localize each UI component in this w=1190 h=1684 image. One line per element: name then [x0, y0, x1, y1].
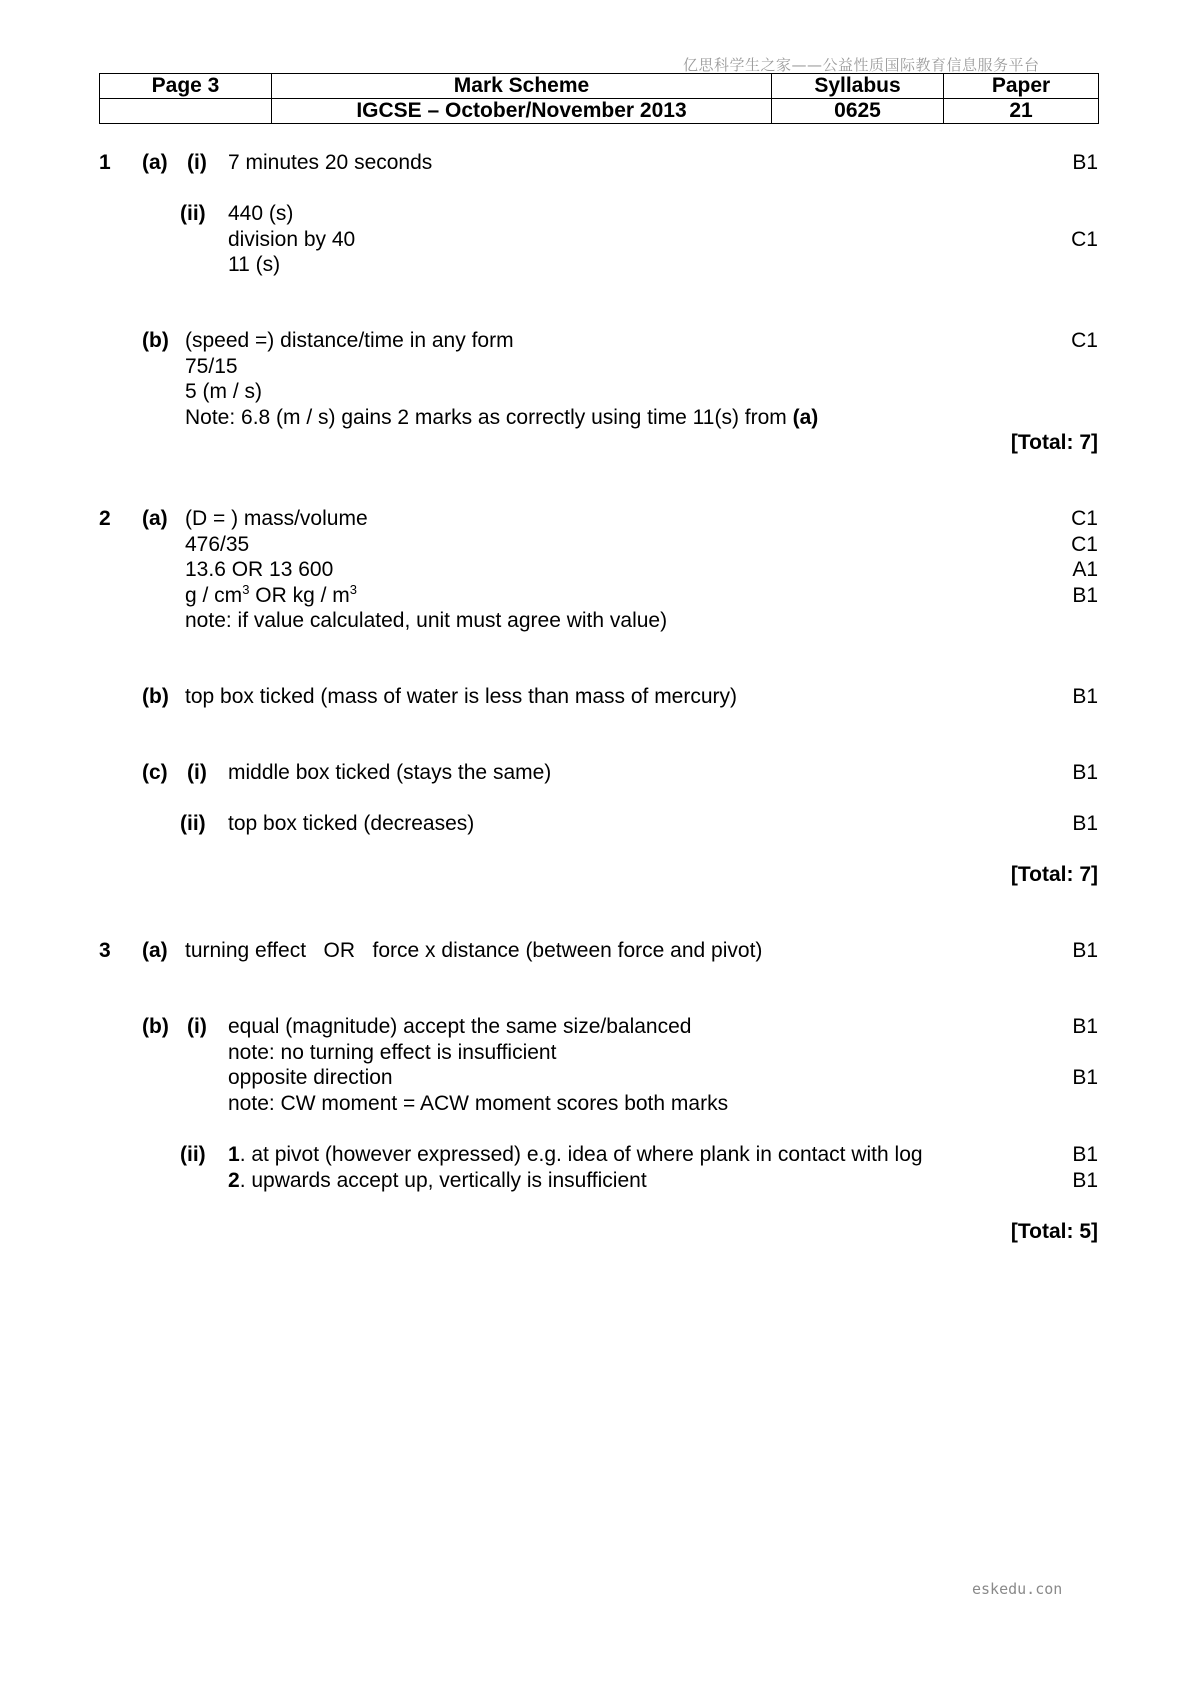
- q1-total: [Total: 7]: [1010, 431, 1098, 454]
- q1-a-i-label: (i): [187, 151, 207, 174]
- q1-number: 1: [99, 151, 111, 174]
- q2-a-mark2: C1: [1071, 533, 1098, 556]
- q2-a-note: note: if value calculated, unit must agree with value): [185, 609, 668, 632]
- q1-a-ii-line3: 11 (s): [228, 253, 281, 276]
- q3-b-i-line4: note: CW moment = ACW moment scores both marks: [228, 1092, 729, 1115]
- q2-c-i-answer: middle box ticked (stays the same): [228, 761, 552, 784]
- q3-b-i-line1: equal (magnitude) accept the same size/balanced: [228, 1015, 692, 1038]
- q1-b-note: Note: 6.8 (m / s) gains 2 marks as correctly using time 11(s) from (a): [185, 406, 819, 429]
- q1-b-label: (b): [142, 329, 169, 352]
- q2-a-mark1: C1: [1071, 507, 1098, 530]
- q1-b-mark: C1: [1071, 329, 1098, 352]
- q2-b-answer: top box ticked (mass of water is less than mass of mercury): [185, 685, 738, 708]
- q3-a-label: (a): [142, 939, 168, 962]
- q3-total: [Total: 5]: [1010, 1220, 1098, 1243]
- q2-b-mark: B1: [1072, 685, 1098, 708]
- header-page: Page 3: [100, 74, 272, 99]
- q3-b-ii-mark2: B1: [1072, 1169, 1098, 1192]
- watermark: 亿思科学生之家——公益性质国际教育信息服务平台: [683, 56, 1040, 74]
- q1-a-ii-label: (ii): [180, 202, 206, 225]
- q3-b-label: (b): [142, 1015, 169, 1038]
- q1-a-ii-line1: 440 (s): [228, 202, 294, 225]
- q3-b-i-mark1: B1: [1072, 1015, 1098, 1038]
- q3-b-i-line2: note: no turning effect is insufficient: [228, 1041, 557, 1064]
- footer-watermark: eskedu.con: [972, 1580, 1063, 1598]
- q2-c-i-label: (i): [187, 761, 207, 784]
- q3-b-ii-mark1: B1: [1072, 1143, 1098, 1166]
- q2-a-line4: g / $cm^3$ OR kg / $m^3$: [185, 582, 358, 607]
- q2-c-label: (c): [142, 761, 168, 784]
- header-syllabus: 0625: [772, 99, 944, 124]
- q2-a-line3: 13.6 OR 13 600: [185, 558, 334, 581]
- q1-b-line1: (speed =) distance/time in any form: [185, 329, 514, 352]
- q3-b-ii-label: (ii): [180, 1143, 206, 1166]
- q2-a-mark4: B1: [1072, 584, 1098, 607]
- header-paper-label: Paper: [944, 74, 1099, 99]
- q2-b-label: (b): [142, 685, 169, 708]
- header-paper: 21: [944, 99, 1099, 124]
- q3-number: 3: [99, 939, 111, 962]
- q1-a-ii-line2: division by 40: [228, 228, 356, 251]
- header-table: [99, 73, 1099, 124]
- q1-a-ii-mark: C1: [1071, 228, 1098, 251]
- q2-number: 2: [99, 507, 111, 530]
- q1-a-i-mark: B1: [1072, 151, 1098, 174]
- q2-a-label: (a): [142, 507, 168, 530]
- q3-b-ii-line2: 2. upwards accept up, vertically is insufficient: [228, 1169, 647, 1192]
- header-title: Mark Scheme: [272, 74, 772, 99]
- q2-c-i-mark: B1: [1072, 761, 1098, 784]
- q1-a-label: (a): [142, 151, 168, 174]
- q1-b-line3: 5 (m / s): [185, 380, 262, 403]
- q3-a-answer: turning effect OR force x distance (between force and pivot): [185, 939, 763, 962]
- q2-c-ii-answer: top box ticked (decreases): [228, 812, 475, 835]
- q3-a-mark: B1: [1072, 939, 1098, 962]
- q2-a-mark3: A1: [1072, 558, 1098, 581]
- q1-b-line2: 75/15: [185, 355, 238, 378]
- q2-c-ii-mark: B1: [1072, 812, 1098, 835]
- q3-b-i-line3: opposite direction: [228, 1066, 393, 1089]
- q3-b-ii-line1: 1. at pivot (however expressed) e.g. idea of where plank in contact with log: [228, 1143, 923, 1166]
- q2-total: [Total: 7]: [1010, 863, 1098, 886]
- q3-b-i-mark2: B1: [1072, 1066, 1098, 1089]
- q2-a-line1: (D = ) mass/volume: [185, 507, 368, 530]
- header-syllabus-label: Syllabus: [772, 74, 944, 99]
- q2-a-line2: 476/35: [185, 533, 250, 556]
- q2-c-ii-label: (ii): [180, 812, 206, 835]
- q3-b-i-label: (i): [187, 1015, 207, 1038]
- header-empty-cell: [100, 99, 272, 124]
- header-exam: IGCSE – October/November 2013: [272, 99, 772, 124]
- q1-a-i-answer: 7 minutes 20 seconds: [228, 151, 433, 174]
